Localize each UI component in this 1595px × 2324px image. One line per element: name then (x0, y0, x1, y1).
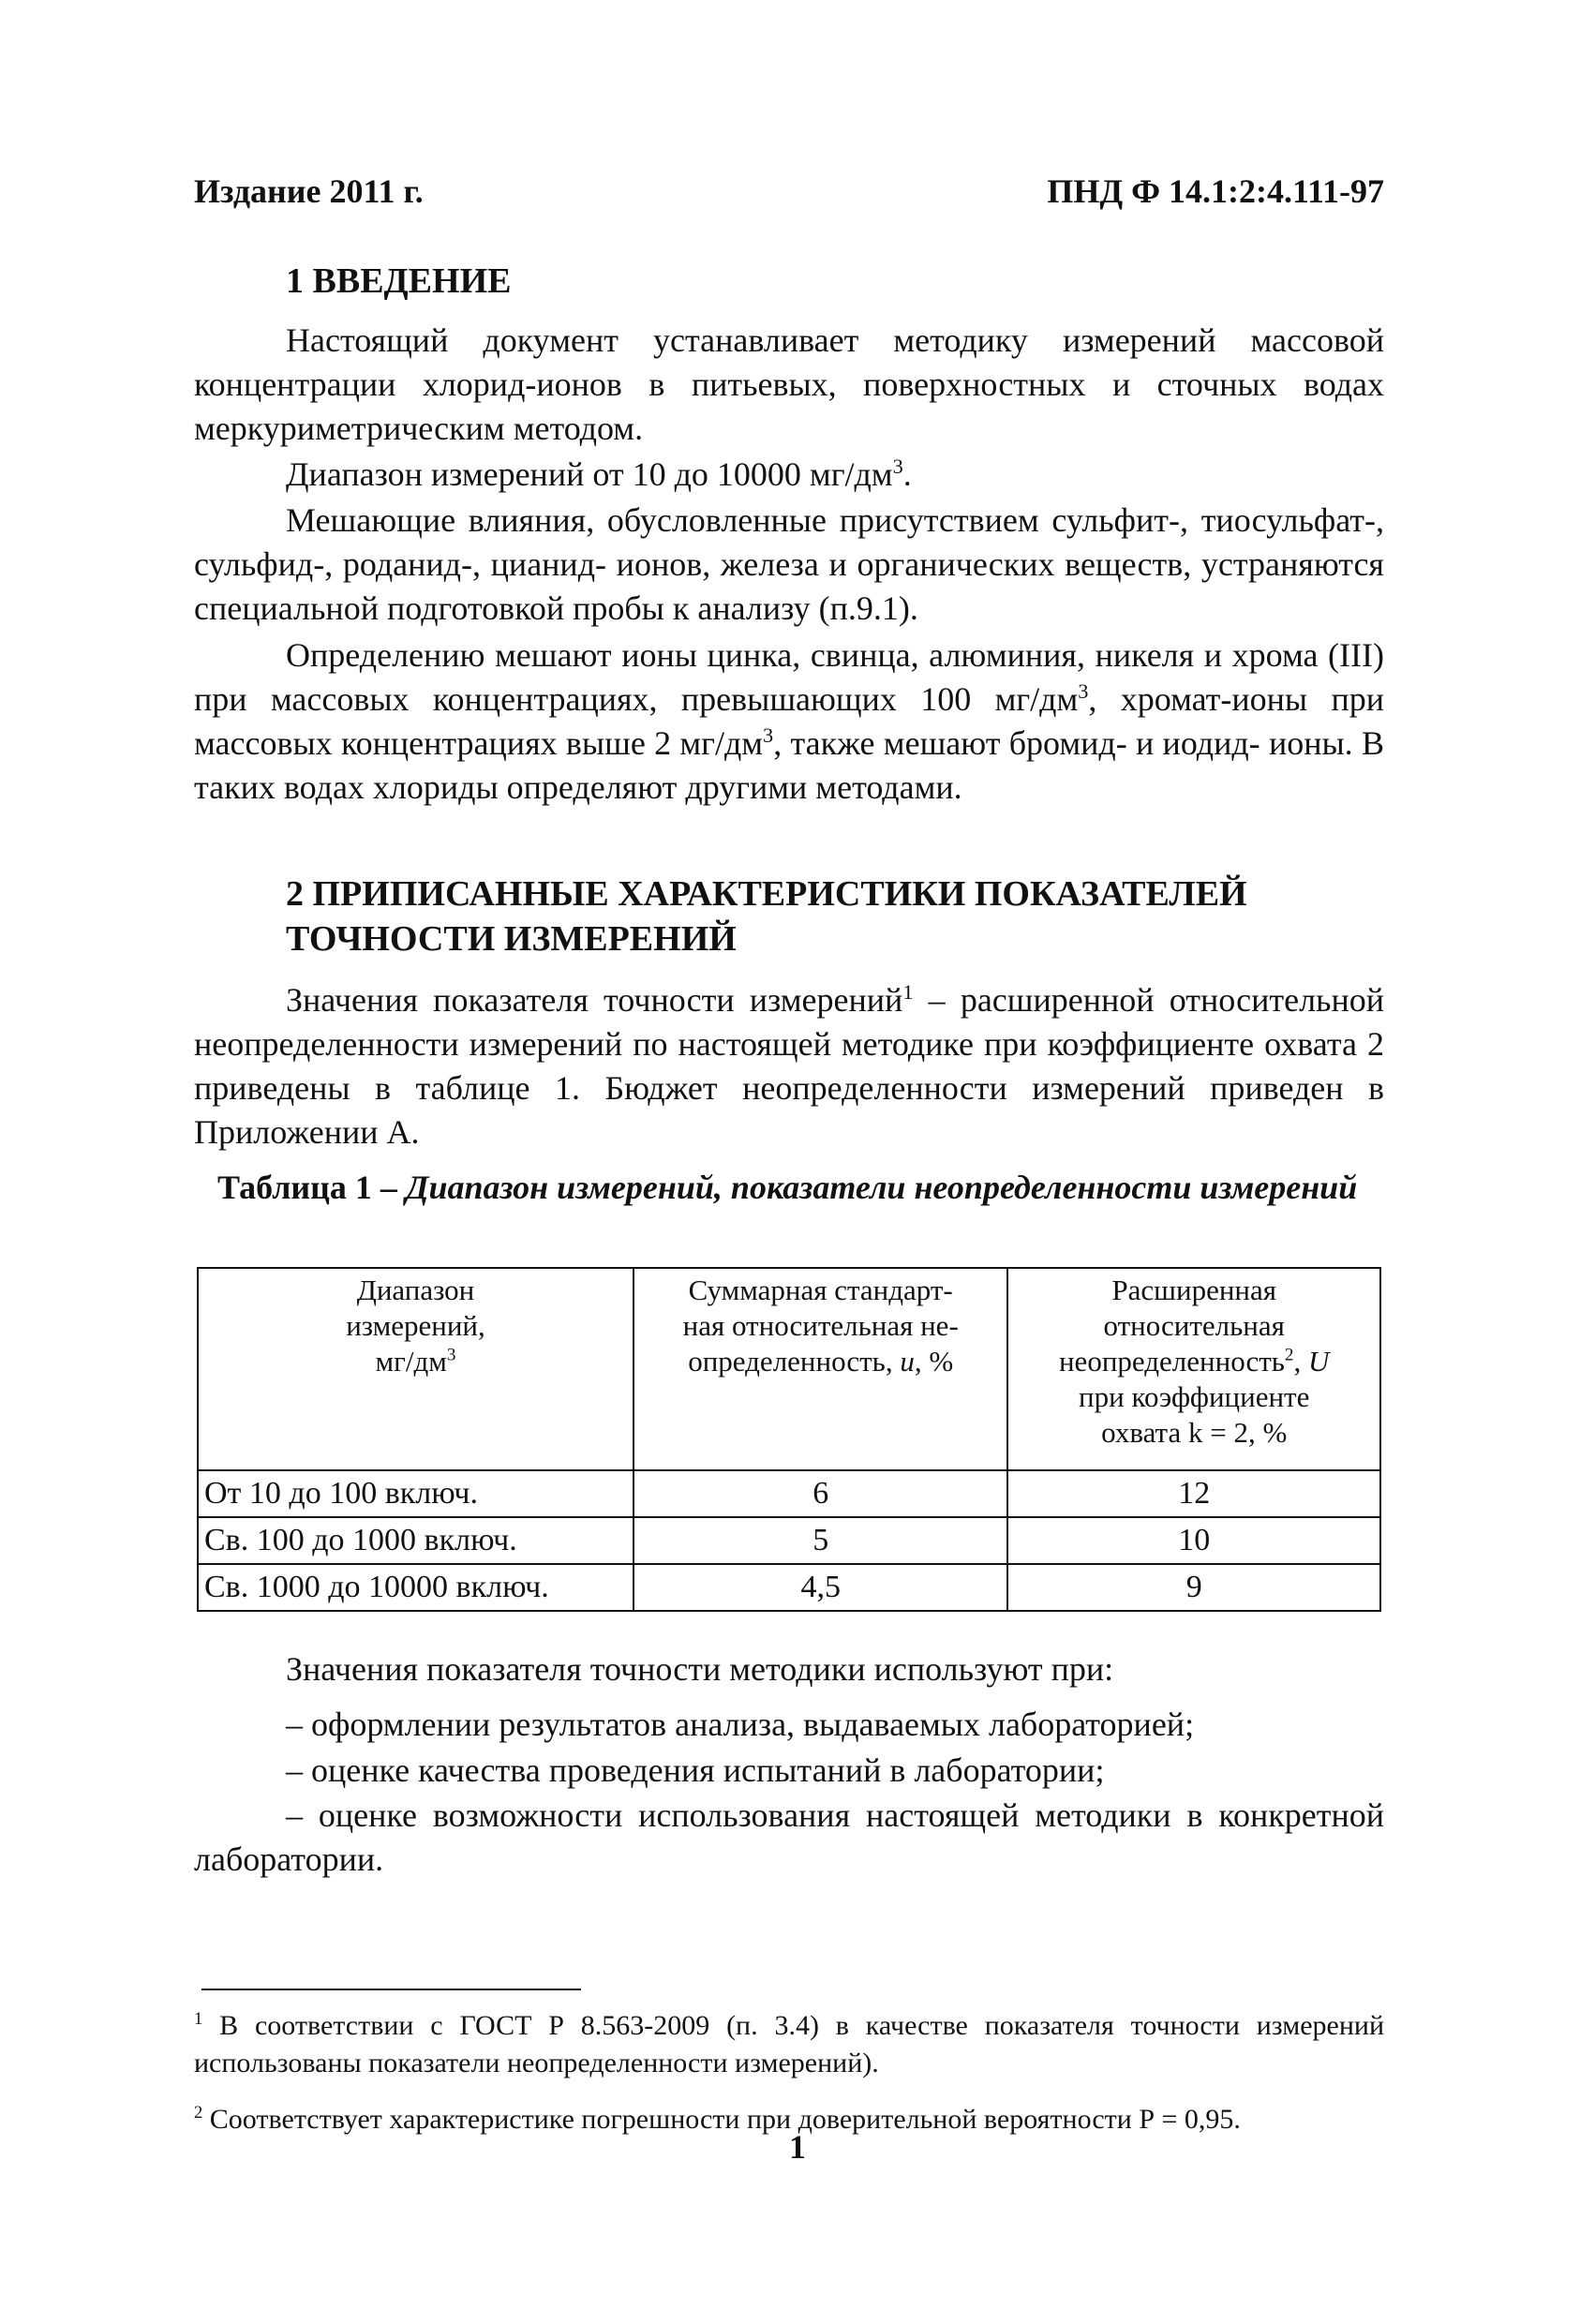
page-number: 1 (789, 2128, 806, 2166)
table-caption-text: Диапазон измерений, показатели неопределенности измерений (405, 1169, 1358, 1206)
cell-U: 10 (1007, 1517, 1380, 1564)
section-2-title (286, 872, 1247, 961)
section-2-paragraph-1: Значения показателя точности измерений$^1$ – расширенной относительной неопределенности измерений по настоящей методике при коэффициенте охвата 2 приведены в таблице 1. Бюджет неопределенности измерений приведен в Приложении А. (194, 980, 1384, 1151)
section-1-title: 1 ВВЕДЕНИЕ (286, 261, 512, 301)
table-caption (217, 1166, 1370, 1209)
table-row (198, 1517, 1380, 1564)
document-code: ПНД Ф 14.1:2:4.111-97 (1047, 172, 1384, 210)
section-1-paragraph-ions: Определению мешают ионы цинка, свинца, алюминия, никеля и хрома (III) при массовых концентрациях, превышающих 100 $мг/дм^3$, хромат-ионы при массовых концентрациях выше 2 $мг/дм^3$, также мешают бромид- и иодид- ионы. В таких водах хлориды определяют другими методами. (194, 636, 1384, 806)
section-1-paragraph-interference: Мешающие влияния, обусловленные присутствием сульфит-, тиосульфат-, сульфид-, роданид-, цианид- ионов, железа и органических веществ, устраняются специальной подготовкой пробы к анализу (п.9.1). (194, 501, 1384, 627)
header-expanded-uncertainty: Расширенная относительная неопределенность$^2$, U при коэффициенте охвата k = 2, % (1007, 1268, 1380, 1470)
footnote-2: $^2$ Соответствует характеристике погрешности при доверительной вероятности Р = 0,95. (194, 2103, 1241, 2135)
cell-range: От 10 до 100 включ. (198, 1470, 634, 1517)
cell-U: 12 (1007, 1470, 1380, 1517)
usage-item: – оценке качества проведения испытаний в лаборатории; (286, 1751, 1105, 1789)
usage-intro: Значения показателя точности методики используют при: (286, 1650, 1114, 1688)
table-header-row (198, 1268, 1380, 1470)
footnote-divider (201, 1989, 581, 1990)
cell-u: 5 (634, 1517, 1007, 1564)
footnote-1: $^1$ В соответствии с ГОСТ Р 8.563-2009 (п. 3.4) в качестве показателя точности измерений использованы показатели неопределенности измерений). (194, 2009, 1384, 2078)
cell-u: 4,5 (634, 1564, 1007, 1611)
header-standard-uncertainty: Суммарная стандарт- ная относительная не- определенность, u, % (634, 1268, 1007, 1470)
edition-label: Издание 2011 г. (194, 172, 424, 210)
cell-u: 6 (634, 1470, 1007, 1517)
cell-range: Св. 1000 до 10000 включ. (198, 1564, 634, 1611)
cell-U: 9 (1007, 1564, 1380, 1611)
section-2-title-line-1: 2 ПРИПИСАННЫЕ ХАРАКТЕРИСТИКИ ПОКАЗАТЕЛЕЙ (286, 874, 1247, 914)
usage-item: – оформлении результатов анализа, выдаваемых лабораторией; (286, 1706, 1195, 1743)
uncertainty-table (197, 1267, 1381, 1612)
section-2-title-line-2: ТОЧНОСТИ ИЗМЕРЕНИЙ (286, 919, 737, 959)
section-1-paragraph-1: Настоящий документ устанавливает методику измерений массовой концентрации хлорид-ионов в питьевых, поверхностных и сточных водах меркуриметрическим методом. (194, 321, 1384, 447)
table-caption-label: Таблица 1 – (217, 1169, 406, 1206)
table-row (198, 1564, 1380, 1611)
section-1-paragraph-range: Диапазон измерений от 10 до 10000 $мг/дм^3$. (286, 454, 912, 493)
table-row (198, 1470, 1380, 1517)
cell-range: Св. 100 до 1000 включ. (198, 1517, 634, 1564)
usage-item: – оценке возможности использования настоящей методики в конкретной лаборатории. (194, 1796, 1384, 1878)
header-range: Диапазон измерений, $мг/дм^3$ (198, 1268, 634, 1470)
